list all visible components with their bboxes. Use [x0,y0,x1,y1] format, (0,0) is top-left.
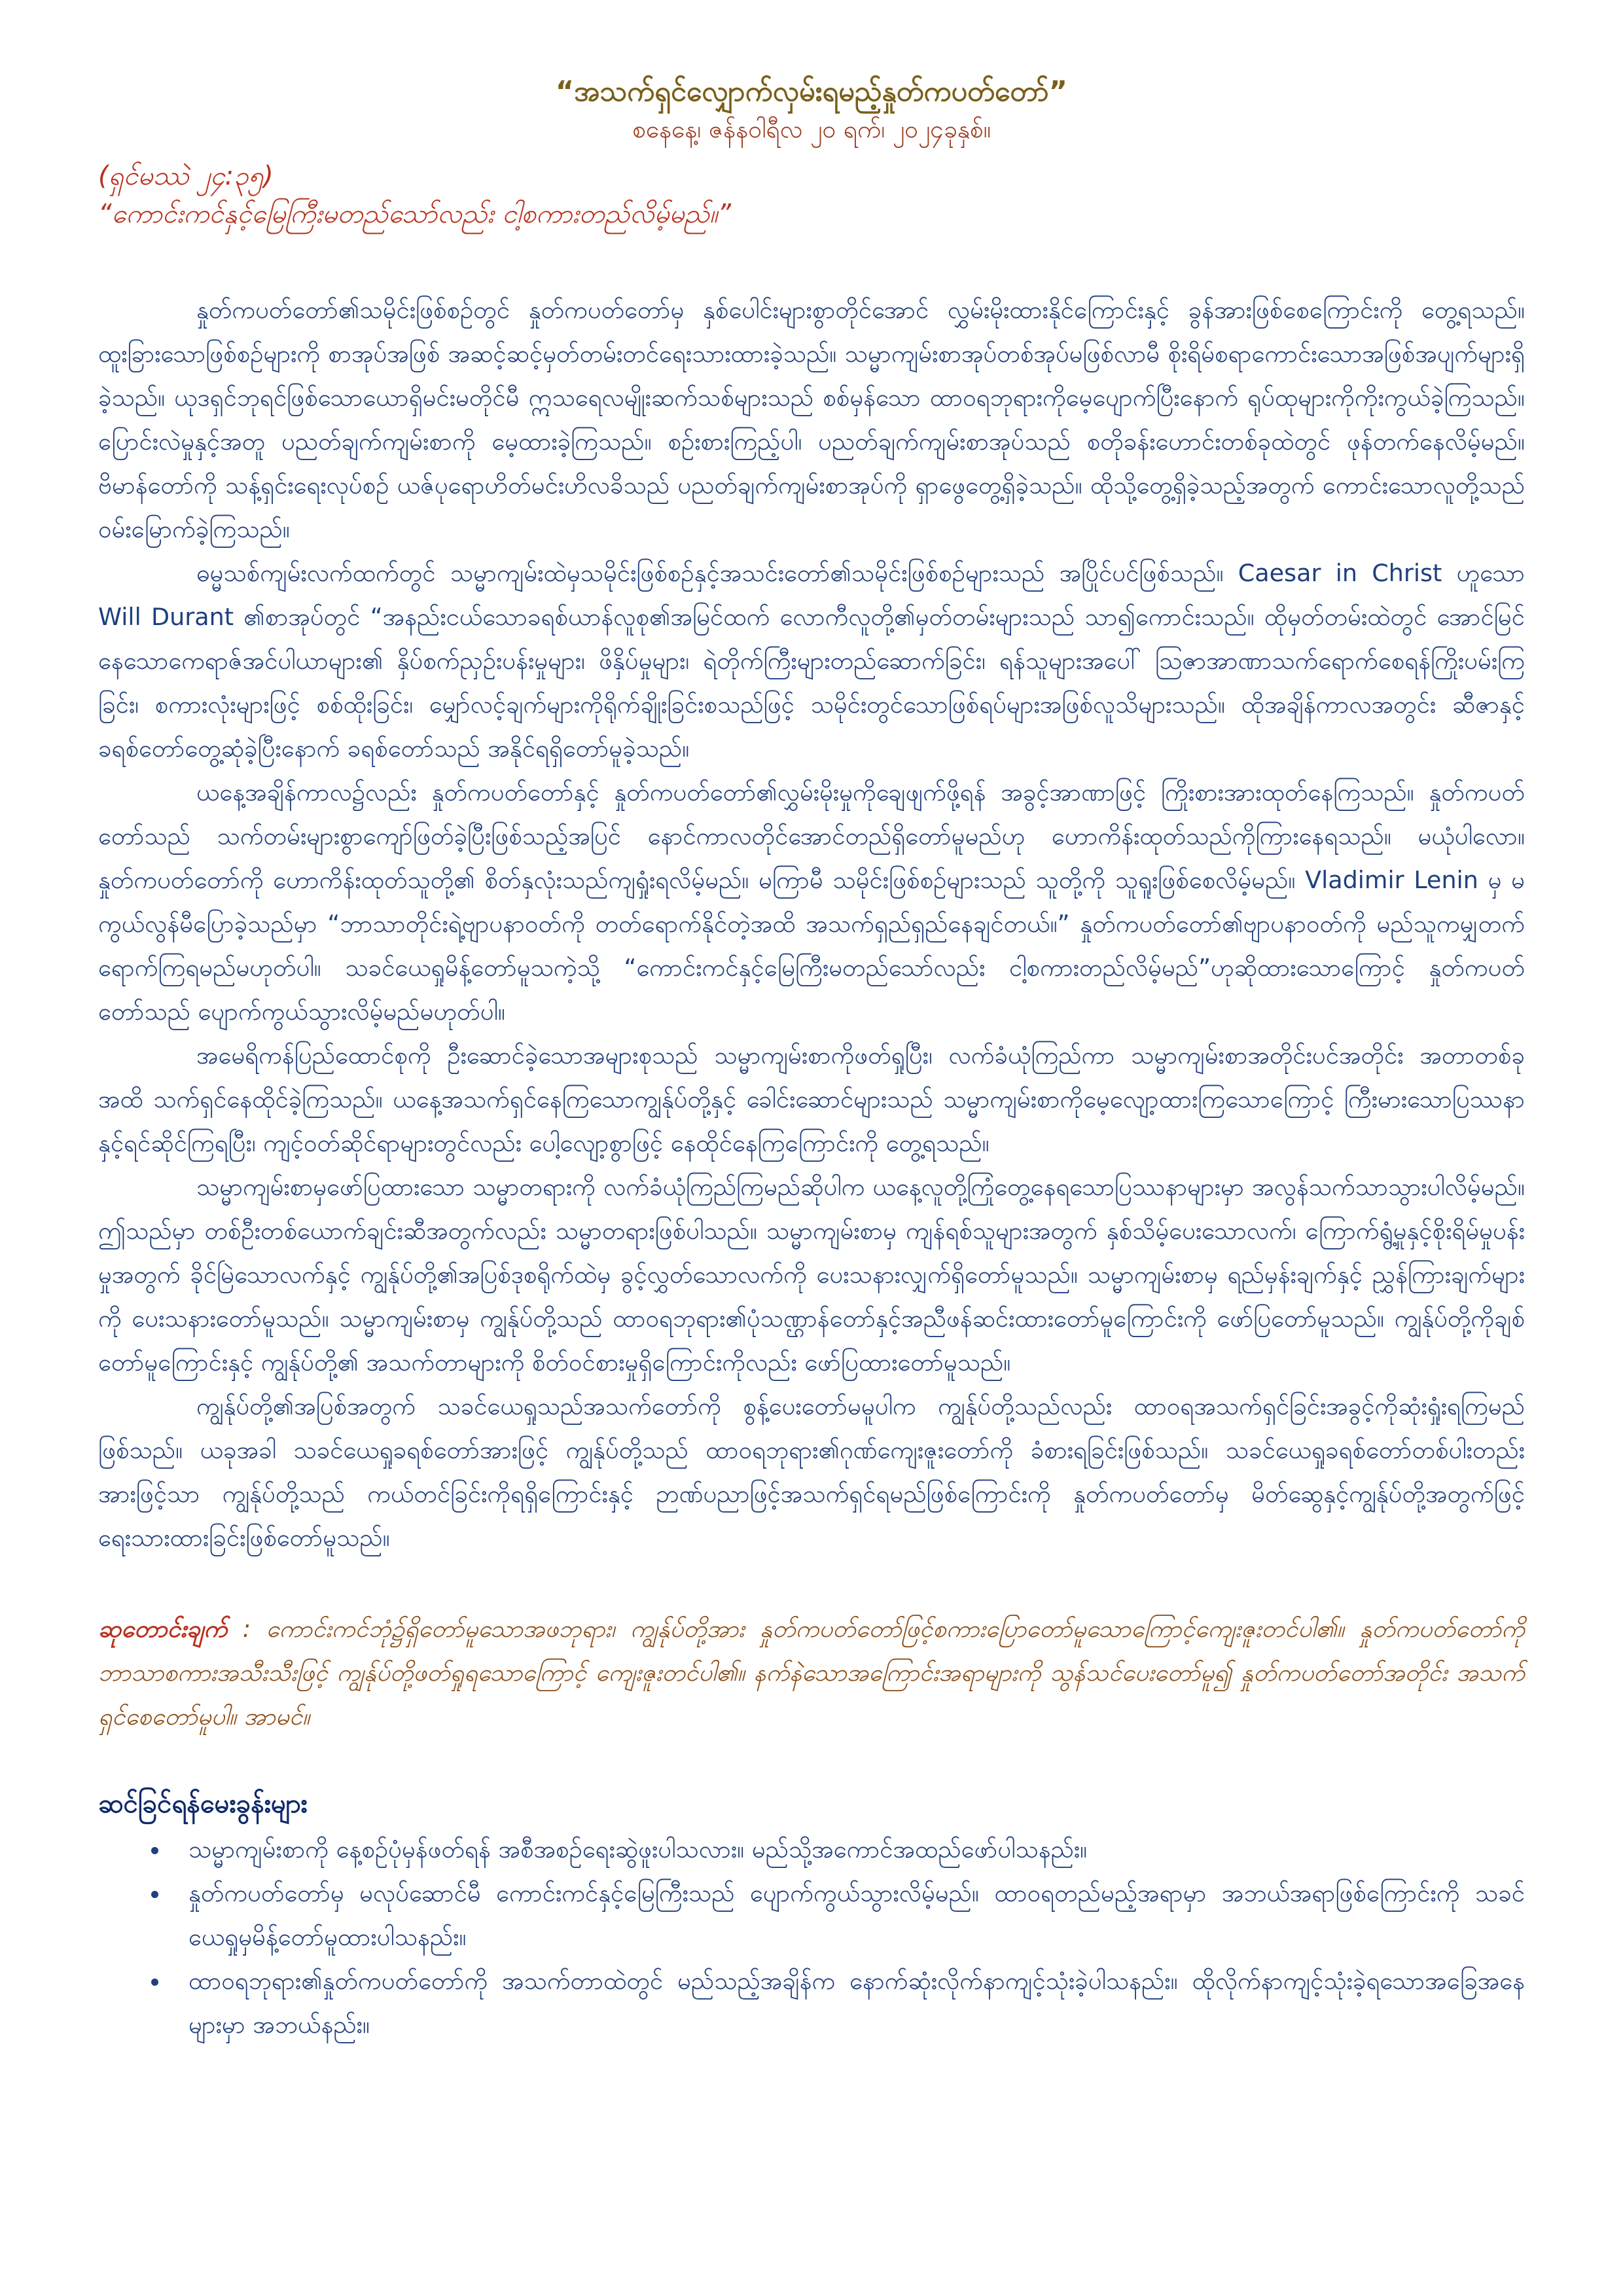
body-paragraph-6: ကျွန်ုပ်တို့၏အပြစ်အတွက် သခင်ယေရှုသည်အသက်တော်ကို စွန့်ပေးတော်မမူပါက ကျွန်ုပ်တို့သည်လည်း ထာဝရအသက်ရှင်ခြင်းအခွင့်ကိုဆုံးရှုံးရကြမည်ဖြစ်သည်။ ယခုအခါ သခင်ယေရှုခရစ်တော်အားဖြင့် ကျွန်ုပ်တို့သည် ထာဝရဘုရား၏ဂုဏ်ကျေးဇူးတော်ကို ခံစားရခြင်းဖြစ်သည်။ သခင်ယေရှုခရစ်တော်တစ်ပါးတည်းအားဖြင့်သာ ကျွန်ုပ်တို့သည် ကယ်တင်ခြင်းကိုရရှိကြောင်းနှင့် ဉာဏ်ပညာဖြင့်အသက်ရှင်ရမည်ဖြစ်ကြောင်းကို နှုတ်ကပတ်တော်မှ မိတ်ဆွေနှင့်ကျွန်ုပ်တို့အတွက်ဖြင့် ရေးသားထားခြင်းဖြစ်တော်မူသည်။ [98,1392,1525,1552]
prayer-block [98,1607,1525,1738]
body-paragraph-1: နှုတ်ကပတ်တော်၏သမိုင်းဖြစ်စဉ်တွင် နှုတ်ကပတ်တော်မှ နှစ်ပေါင်းများစွာတိုင်အောင် လွှမ်းမိုးထားနိုင်ကြောင်းနှင့် ခွန်အားဖြစ်စေကြောင်းကို တွေ့ရသည်။ ထူးခြားသောဖြစ်စဉ်များကို စာအုပ်အဖြစ် အဆင့်ဆင့်မှတ်တမ်းတင်ရေးသားထားခဲ့သည်။ သမ္မာကျမ်းစာအုပ်တစ်အုပ်မဖြစ်လာမီ စိုးရိမ်စရာကောင်းသောအဖြစ်အပျက်များရှိခဲ့သည်။ ယုဒရှင်ဘုရင်ဖြစ်သောယောရှိမင်းမတိုင်မီ ဣသရေလမျိုးဆက်သစ်များသည် စစ်မှန်သော ထာဝရဘုရားကိုမေ့ပျောက်ပြီးနောက် ရုပ်ထုများကိုကိုးကွယ်ခဲ့ကြသည်။ ပြောင်းလဲမှုနှင့်အတူ ပညတ်ချက်ကျမ်းစာကို မေ့ထားခဲ့ကြသည်။ စဉ်းစားကြည့်ပါ၊ ပညတ်ချက်ကျမ်းစာအုပ်သည် စတိုခန်းဟောင်းတစ်ခုထဲတွင် ဖုန်တက်နေလိမ့်မည်။ ဗိမာန်တော်ကို သန့်ရှင်းရေးလုပ်စဉ် ယဇ်ပုရောဟိတ်မင်းဟိလခိသည် ပညတ်ချက်ကျမ်းစာအုပ်ကို ရှာဖွေတွေ့ရှိခဲ့သည်။ ထိုသို့တွေ့ရှိခဲ့သည့်အတွက် ကောင်းသောလူတို့သည် ဝမ်းမြောက်ခဲ့ကြသည်။ [98,296,1525,543]
body-paragraph-2: ဓမ္မသစ်ကျမ်းလက်ထက်တွင် သမ္မာကျမ်းထဲမှသမိုင်းဖြစ်စဉ်နှင့်အသင်းတော်၏သမိုင်းဖြစ်စဉ်များသည် အပြိုင်ပင်ဖြစ်သည်။ Caesar in Christ ဟူသော Will Durant ၏စာအုပ်တွင် “အနည်းငယ်သောခရစ်ယာန်လူစု၏အမြင်ထက် လောကီလူတို့၏မှတ်တမ်းများသည် သာ၍ကောင်းသည်။ ထိုမှတ်တမ်းထဲတွင် အောင်မြင်နေသောကေရာဇ်အင်ပါယာများ၏ နှိပ်စက်ညှဉ်းပန်းမှုများ၊ ဖိနှိပ်မှုများ၊ ရဲတိုက်ကြီးများတည်ဆောက်ခြင်း၊ ရန်သူများအပေါ် ဩဇာအာဏာသက်ရောက်စေရန်ကြိုးပမ်းကြခြင်း၊ စကားလုံးများဖြင့် စစ်ထိုးခြင်း၊ မျှော်လင့်ချက်များကိုရိုက်ချိုးခြင်းစသည်ဖြင့် သမိုင်းတွင်သောဖြစ်ရပ်များအဖြစ်လူသိများသည်။ ထိုအချိန်ကာလအတွင်း ဆီဇာနှင့်ခရစ်တော်တွေ့ဆုံခဲ့ပြီးနောက် ခရစ်တော်သည် အနိုင်ရရှိတော်မူခဲ့သည်။ [98,559,1525,762]
date-line: စနေနေ့၊ ဇန်နဝါရီလ ၂၀ ရက်၊ ၂၀၂၄ခုနှစ်။ [632,115,991,143]
body-paragraph-3: ယနေ့အချိန်ကာလ၌လည်း နှုတ်ကပတ်တော်နှင့် နှုတ်ကပတ်တော်၏လွှမ်းမိုးမှုကိုချေဖျက်ဖို့ရန် အခွင့်အာဏာဖြင့် ကြိုးစားအားထုတ်နေကြသည်။ နှုတ်ကပတ်တော်သည် သက်တမ်းများစွာကျော်ဖြတ်ခဲ့ပြီးဖြစ်သည့်အပြင် နောင်ကာလတိုင်အောင်တည်ရှိတော်မူမည်ဟု ဟောကိန်းထုတ်သည်ကိုကြားနေရသည်။ မယုံပါလော။ နှုတ်ကပတ်တော်ကို ဟောကိန်းထုတ်သူတို့၏ စိတ်နှလုံးသည်ကျရှုံးရလိမ့်မည်။ မကြာမီ သမိုင်းဖြစ်စဉ်များသည် သူတို့ကို သူရူးဖြစ်စေလိမ့်မည်။ Vladimir Lenin မှ မကွယ်လွန်မီပြောခဲ့သည်မှာ “ဘာသာတိုင်းရဲ့ဗျာပနာဝတ်ကို တတ်ရောက်နိုင်တဲ့အထိ အသက်ရှည်ရှည်နေချင်တယ်။” နှုတ်ကပတ်တော်၏ဗျာပနာဝတ်ကို မည်သူကမျှတက်ရောက်ကြရမည်မဟုတ်ပါ။ သခင်ယေရှုမိန့်တော်မူသကဲ့သို့ “ကောင်းကင်နှင့်မြေကြီးမတည်သော်လည်း ငါ့စကားတည်လိမ့်မည်”ဟုဆိုထားသောကြောင့် နှုတ်ကပတ်တော်သည် ပျောက်ကွယ်သွားလိမ့်မည်မဟုတ်ပါ။ [98,778,1525,1026]
body-paragraph-4: အမေရိကန်ပြည်ထောင်စုကို ဦးဆောင်ခဲ့သောအများစုသည် သမ္မာကျမ်းစာကိုဖတ်ရှုပြီး၊ လက်ခံယုံကြည်ကာ သမ္မာကျမ်းစာအတိုင်းပင်အတိုင်း အတာတစ်ခုအထိ သက်ရှင်နေထိုင်ခဲ့ကြသည်။ ယနေ့အသက်ရှင်နေကြသောကျွန်ုပ်တို့နှင့် ခေါင်းဆောင်များသည် သမ္မာကျမ်းစာကိုမေ့လျော့ထားကြသောကြောင့် ကြီးမားသောပြဿနာနှင့်ရင်ဆိုင်ကြရပြီး၊ ကျင့်ဝတ်ဆိုင်ရာများတွင်လည်း ပေါ့လျော့စွာဖြင့် နေထိုင်နေကြကြောင်းကို တွေ့ရသည်။ [98,1041,1525,1157]
prayer-text: ကောင်းကင်ဘုံ၌ရှိတော်မူသောအဖဘုရား၊ ကျွန်ုပ်တို့အား နှုတ်ကပတ်တော်ဖြင့်စကားပြောတော်မူသောကြောင့်ကျေးဇူးတင်ပါ၏။ နှုတ်ကပတ်တော်ကို ဘာသာစကားအသီးသီးဖြင့် ကျွန်ုပ်တို့ဖတ်ရှုရသောကြောင့် ကျေးဇူးတင်ပါ၏။ နက်နဲသောအကြောင်းအရာများကို သွန်သင်ပေးတော်မူ၍ နှုတ်ကပတ်တော်အတိုင်း အသက်ရှင်စေတော်မူပါ။ အာမင်။ [98,1615,1525,1731]
question-item: • ထာဝရဘုရား၏နှုတ်ကပတ်တော်ကို အသက်တာထဲတွင် မည်သည့်အချိန်က နောက်ဆုံးလိုက်နာကျင့်သုံးခဲ့ပါသနည်း။ ထိုလိုက်နာကျင့်သုံးခဲ့ရသောအခြေအနေများမှာ အဘယ်နည်း။ [170,1959,1525,2047]
page-title: “အသက်ရှင်လျှောက်လှမ်းရမည့်နှုတ်ကပတ်တော်” [555,75,1068,108]
questions-list [98,1827,1525,2047]
body-paragraph-5: သမ္မာကျမ်းစာမှဖော်ပြထားသော သမ္မာတရားကို လက်ခံယုံကြည်ကြမည်ဆိုပါက ယနေ့လူတို့ကြုံတွေ့နေရသောပြဿနာများမှာ အလွန်သက်သာသွားပါလိမ့်မည်။ ဤသည်မှာ တစ်ဦးတစ်ယောက်ချင်းဆီအတွက်လည်း သမ္မာတရားဖြစ်ပါသည်။ သမ္မာကျမ်းစာမှ ကျန်ရစ်သူများအတွက် နှစ်သိမ့်ပေးသောလက်၊ ကြောက်ရွံ့မှုနှင့်စိုးရိမ်မှုပန်းမှုအတွက် ခိုင်မြဲသောလက်နှင့် ကျွန်ုပ်တို့၏အပြစ်ဒုစရိုက်ထဲမှ ခွင့်လွှတ်သောလက်ကို ပေးသနားလျှက်ရှိတော်မူသည်။ သမ္မာကျမ်းစာမှ ရည်မှန်းချက်နှင့် ညွှန်ကြားချက်များကို ပေးသနားတော်မူသည်။ သမ္မာကျမ်းစာမှ ကျွန်ုပ်တို့သည် ထာဝရဘုရား၏ပုံသဏ္ဌာန်တော်နှင့်အညီဖန်ဆင်းထားတော်မူကြောင်းကို ဖော်ပြတော်မူသည်။ ကျွန်ုပ်တို့ကိုချစ်တော်မူကြောင်းနှင့် ကျွန်ုပ်တို့၏ အသက်တာများကို စိတ်ဝင်စားမှုရှိကြောင်းကိုလည်း ဖော်ပြထားတော်မူသည်။ [98,1173,1525,1376]
prayer-label: ဆုတောင်းချက် [98,1615,228,1643]
scripture-reference: (ရှင်မဿဲ ၂၄:၃၅) [98,161,274,191]
questions-heading: ဆင်ခြင်ရန်မေးခွန်းများ [98,1789,308,1819]
prayer-separator: : [227,1615,266,1643]
body-text [98,288,1525,1560]
scripture-verse: “ကောင်းကင်နှင့်မြေကြီးမတည်သော်လည်း ငါ့စကားတည်လိမ့်မည်။” [98,199,732,229]
question-item: • နှုတ်ကပတ်တော်မှ မလုပ်ဆောင်မီ ကောင်းကင်နှင့်မြေကြီးသည် ပျောက်ကွယ်သွားလိမ့်မည်။ ထာဝရတည်မည့်အရာမှာ အဘယ်အရာဖြစ်ကြောင်းကို သခင်ယေရှုမှမိန့်တော်မူထားပါသနည်း။ [170,1871,1525,1959]
question-item: • သမ္မာကျမ်းစာကို နေ့စဉ်ပုံမှန်ဖတ်ရန် အစီအစဉ်ရေးဆွဲဖူးပါသလား။ မည်သို့အကောင်အထည်ဖော်ပါသနည်း။ [170,1827,1525,1871]
